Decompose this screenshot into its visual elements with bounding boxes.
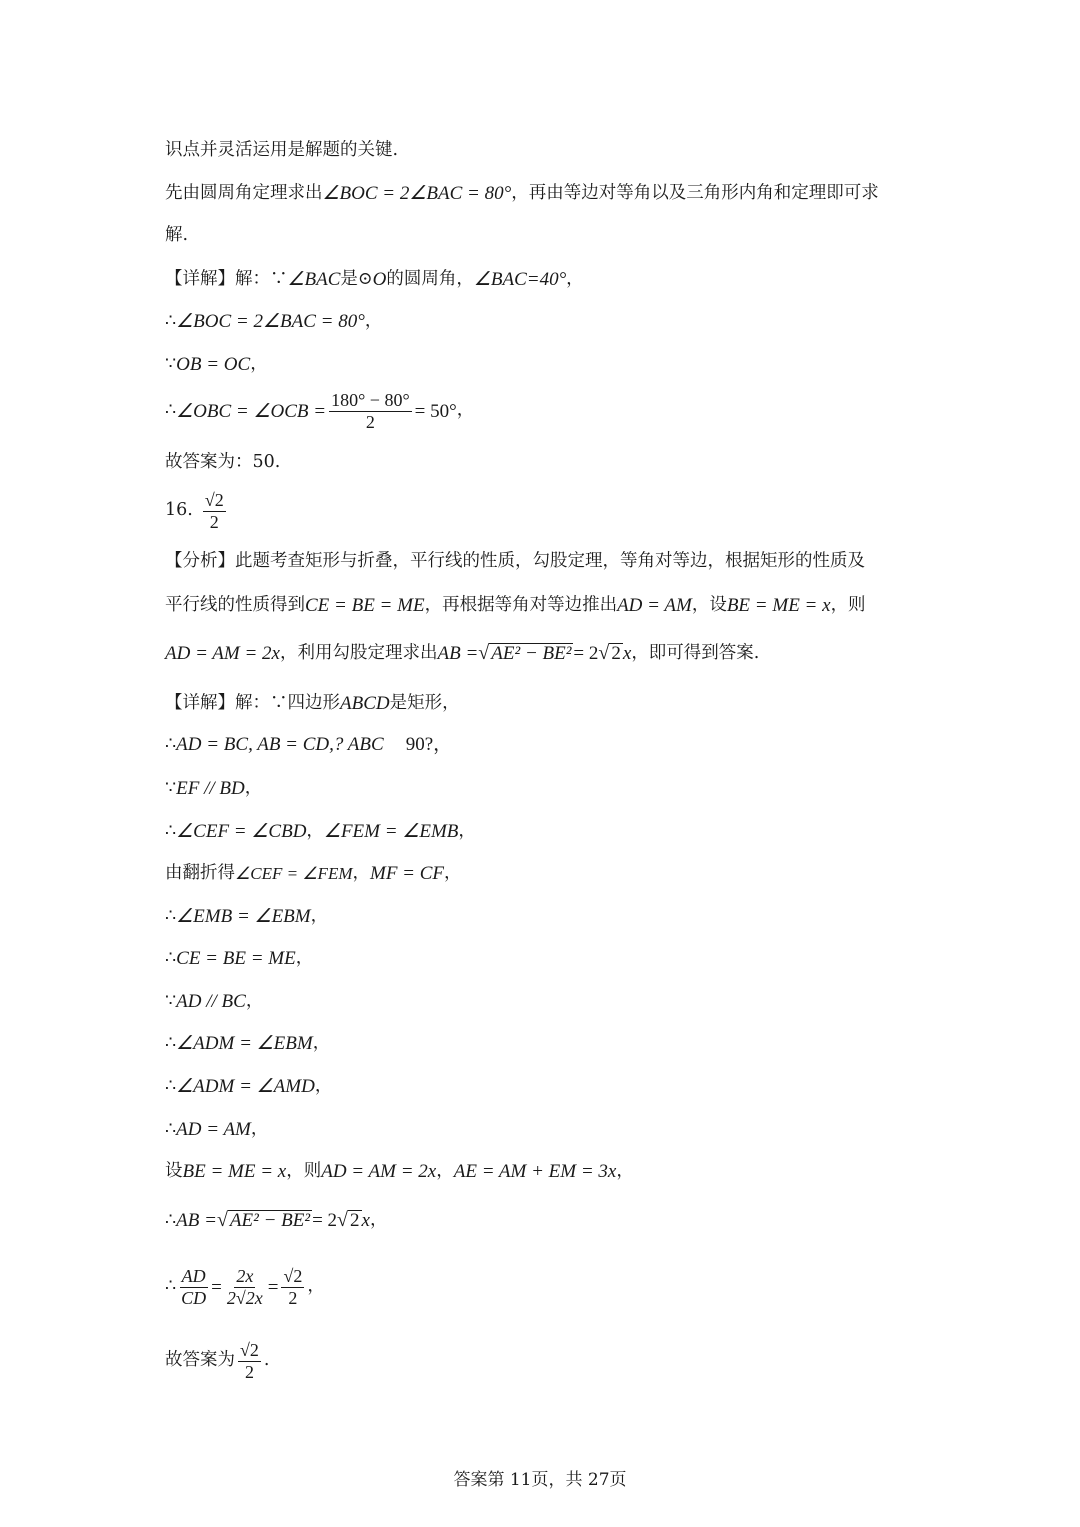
text: ， xyxy=(436,1160,454,1181)
text: 故答案为：50. xyxy=(165,452,281,472)
text: ， xyxy=(244,777,263,798)
math: AD // BC xyxy=(176,991,246,1012)
numerator: 2x xyxy=(236,1266,254,1286)
text: ， xyxy=(250,1118,269,1139)
text-line xyxy=(165,454,280,472)
text-line xyxy=(165,1034,330,1053)
text-line xyxy=(165,1162,634,1181)
math: BE = ME = x xyxy=(182,1161,287,1182)
math: ∠BOC = 2∠BAC = 80° xyxy=(176,311,365,332)
text: ∴ xyxy=(165,400,177,421)
text-line xyxy=(165,949,313,968)
numerator: √2 xyxy=(283,1266,303,1286)
text-line xyxy=(165,1340,269,1382)
text: ， xyxy=(458,820,476,841)
math: AD = AM = 2x xyxy=(165,642,280,664)
text-line xyxy=(165,270,584,289)
math: CE = BE = ME xyxy=(305,595,425,616)
denominator: CD xyxy=(181,1287,207,1308)
denominator: 2 xyxy=(209,511,219,532)
fraction xyxy=(225,1266,265,1308)
math: = xyxy=(267,1276,279,1298)
text: ， xyxy=(314,1075,333,1096)
text-line xyxy=(165,355,268,374)
math: OB = OC xyxy=(176,354,251,375)
text: ∴ xyxy=(165,1209,177,1230)
math: x xyxy=(622,642,632,664)
page-footer: 答案第 11页，共 27页 xyxy=(453,1470,627,1490)
text-line xyxy=(165,864,462,883)
text: ，再由等边对等角以及三角形内角和定理即可求 xyxy=(511,182,879,203)
math: = 2 xyxy=(573,642,599,664)
text-line xyxy=(165,142,398,160)
math: ∠EMB = ∠EBM xyxy=(176,906,311,927)
text: 设 xyxy=(165,1160,183,1181)
text: ， xyxy=(312,1032,331,1053)
text: ∴ xyxy=(165,1075,177,1096)
math: ∠CEF = ∠CBD xyxy=(176,821,307,842)
text-line xyxy=(165,312,382,331)
numerator: 180° − 80° xyxy=(331,390,410,410)
text: ， xyxy=(364,310,383,331)
text: . xyxy=(263,1350,270,1371)
math: EF // BD xyxy=(176,778,245,799)
math: x xyxy=(361,1209,370,1231)
denominator: 2√2x xyxy=(226,1287,263,1308)
text: 【详解】解：∵四边形 xyxy=(165,692,340,713)
math: AE = AM + EM = 3x xyxy=(453,1161,617,1182)
math: ∠BOC = 2∠BAC = 80° xyxy=(322,183,512,204)
math: ∠ADM = ∠AMD xyxy=(176,1076,315,1097)
text-line xyxy=(165,390,474,432)
math: AB = xyxy=(176,1209,217,1231)
text: 平行线的性质得到 xyxy=(165,594,305,615)
text-line xyxy=(165,1266,325,1308)
text: ，设 xyxy=(691,594,727,615)
math: AD = AM xyxy=(176,1119,251,1140)
text: ∴ xyxy=(165,905,177,926)
text: ， xyxy=(566,268,584,289)
text: ∵ xyxy=(165,353,177,374)
text: ∴ xyxy=(165,1118,177,1139)
text: 先由圆周角定理求出 xyxy=(165,182,323,203)
text: ， xyxy=(352,862,370,883)
math: AB = xyxy=(437,642,479,664)
text: ， xyxy=(307,1276,325,1297)
text-line xyxy=(165,907,328,926)
text: ，则 xyxy=(286,1160,322,1181)
fraction xyxy=(238,1340,261,1382)
text: 解. xyxy=(165,225,189,245)
text-line xyxy=(165,227,188,245)
sqrt: √ 2 xyxy=(598,642,621,664)
numerator: √2 xyxy=(204,490,224,510)
math: AD = AM xyxy=(617,595,692,616)
text-line xyxy=(165,184,879,203)
math: ∠BAC xyxy=(287,269,341,290)
math: O xyxy=(372,269,387,290)
question-number-line xyxy=(165,490,229,532)
text-line xyxy=(165,735,452,754)
text: ∴ xyxy=(165,947,177,968)
sqrt: √ AE² − BE² xyxy=(216,1209,311,1231)
text: 的圆周角， xyxy=(386,268,474,289)
text-line xyxy=(165,1210,387,1231)
math: ∠FEM = ∠EMB xyxy=(323,821,459,842)
numerator: √2 xyxy=(240,1340,259,1360)
text-line xyxy=(165,779,262,798)
text: ，再根据等角对等边推出 xyxy=(424,594,618,615)
text: ， xyxy=(616,1160,634,1181)
text-line xyxy=(165,992,263,1011)
text: ， xyxy=(456,400,475,421)
text: ，即可得到答案. xyxy=(631,642,760,663)
math: ∠CEF = ∠FEM xyxy=(235,864,353,883)
text: ， xyxy=(444,862,462,883)
denominator: 2 xyxy=(288,1287,298,1308)
text: ， xyxy=(369,1209,388,1230)
text: ， xyxy=(250,353,268,374)
text: ， xyxy=(245,990,264,1011)
text: ，利用勾股定理求出 xyxy=(280,642,438,663)
fraction xyxy=(329,390,412,432)
math: CE = BE = ME xyxy=(176,948,296,969)
sqrt: √ AE² − BE² xyxy=(478,642,572,664)
text: 是⊙ xyxy=(340,268,373,289)
text: ∴ xyxy=(165,820,177,841)
math: AD = BC, AB = CD,? ABC xyxy=(176,734,384,755)
text-line xyxy=(165,643,759,664)
text: 【详解】解：∵ xyxy=(165,268,288,289)
fraction xyxy=(179,1266,208,1308)
numerator: AD xyxy=(181,1266,206,1286)
radicand: 2 xyxy=(611,643,621,664)
text: ∴ xyxy=(165,1032,177,1053)
math: BE = ME = x xyxy=(726,595,831,616)
math: AD = AM = 2x xyxy=(321,1161,437,1182)
text: ∵ xyxy=(165,990,177,1011)
math: MF = CF xyxy=(370,863,445,884)
math: ABCD xyxy=(340,693,390,714)
math: = 2 xyxy=(312,1209,338,1231)
text-line xyxy=(165,1077,332,1096)
radicand: AE² − BE² xyxy=(491,643,572,664)
fraction xyxy=(281,1266,304,1308)
text: 由翻折得 xyxy=(165,862,235,883)
denominator: 2 xyxy=(244,1361,254,1382)
text-line xyxy=(165,553,865,571)
math: ∠ADM = ∠EBM xyxy=(176,1033,313,1054)
text: 故答案为 xyxy=(165,1350,235,1371)
text-line xyxy=(165,694,460,713)
text-line xyxy=(165,822,476,841)
fraction xyxy=(203,490,226,532)
sqrt: √ 2 xyxy=(337,1209,360,1231)
text: ∴ xyxy=(165,310,177,331)
denominator: 2 xyxy=(365,411,375,432)
math: ∠BAC=40° xyxy=(473,269,567,290)
text: ， xyxy=(310,905,329,926)
text: 识点并灵活运用是解题的关键. xyxy=(165,140,399,160)
text: 90?， xyxy=(405,734,453,755)
text-line xyxy=(165,1120,268,1139)
question-number: 16. xyxy=(165,500,193,521)
text: ， xyxy=(295,947,314,968)
text: ∴ xyxy=(165,733,177,754)
text: ∴ xyxy=(165,1276,177,1297)
math: = xyxy=(211,1276,222,1298)
text: ， xyxy=(306,820,324,841)
radicand: AE² − BE² xyxy=(229,1210,311,1231)
math: ∠OBC = ∠OCB = xyxy=(176,400,327,422)
text: 是矩形， xyxy=(389,692,460,713)
text: ，则 xyxy=(830,594,866,615)
text: ∵ xyxy=(165,777,177,798)
text-line xyxy=(165,596,866,615)
text: 【分析】此题考查矩形与折叠，平行线的性质，勾股定理，等角对等边，根据矩形的性质及 xyxy=(165,551,865,571)
radicand: 2 xyxy=(350,1210,360,1231)
math: = 50° xyxy=(414,400,457,422)
